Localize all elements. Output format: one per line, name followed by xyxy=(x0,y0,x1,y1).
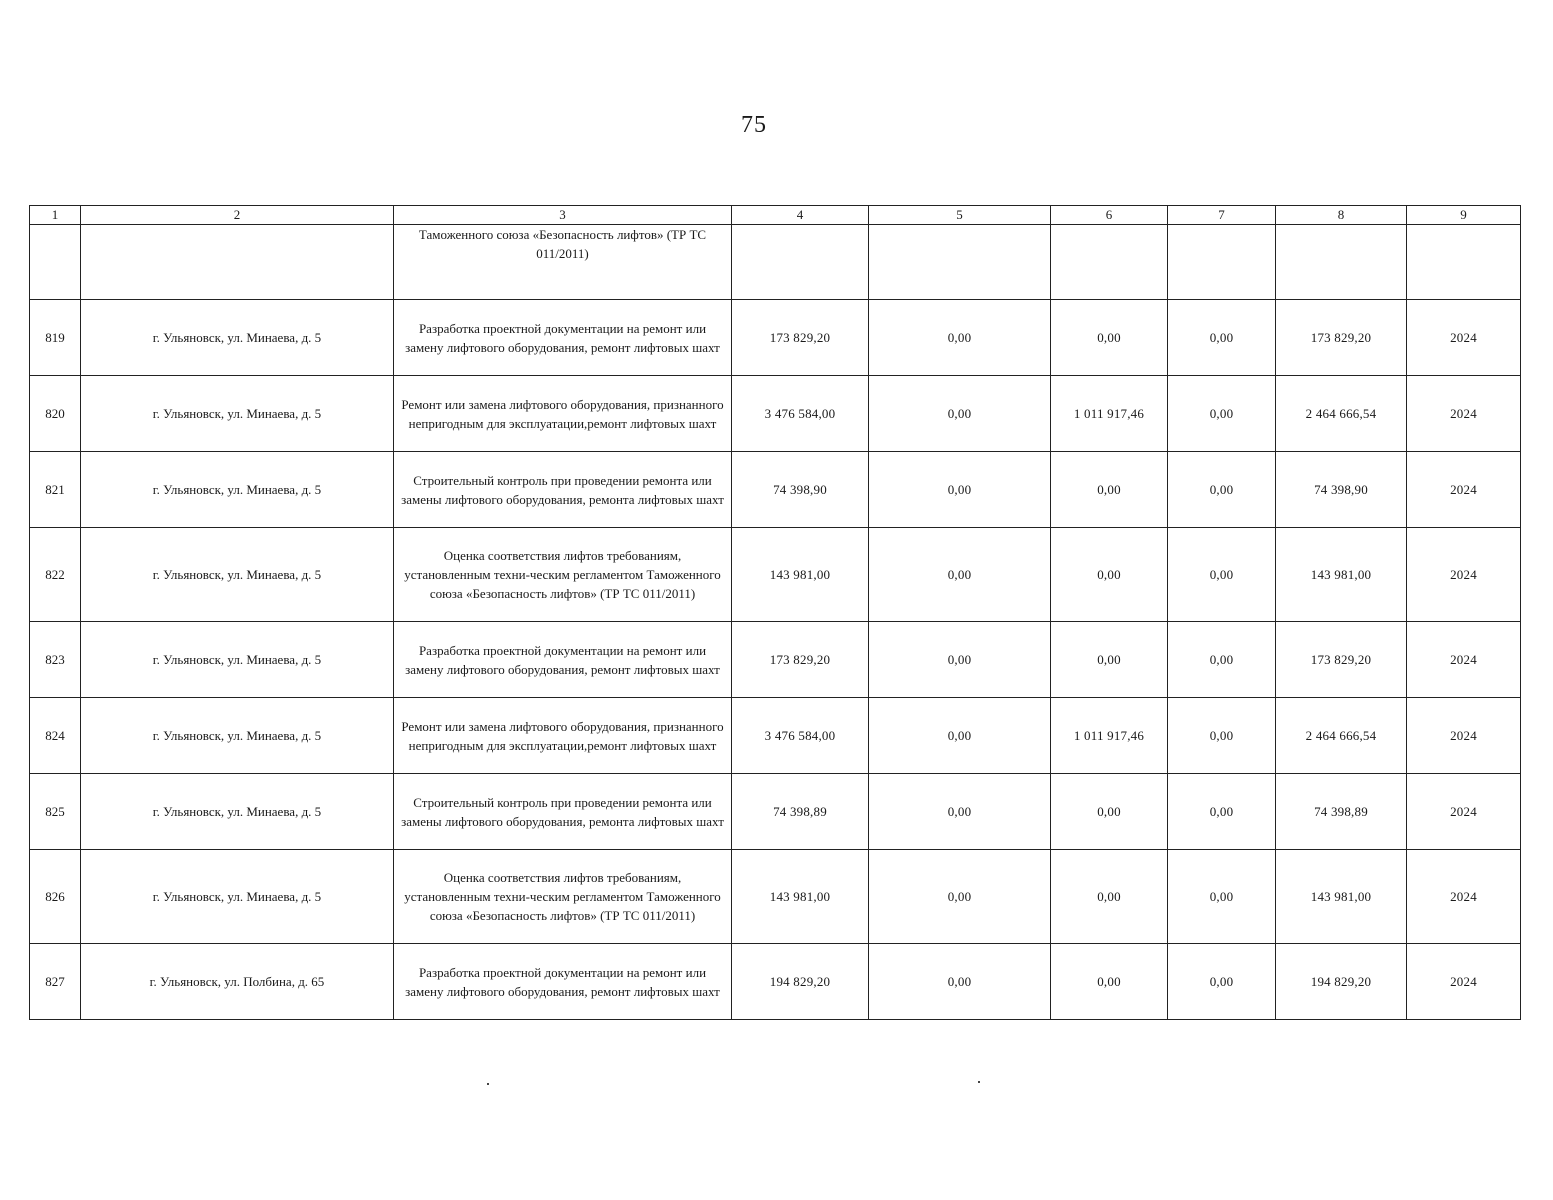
work-schedule-table xyxy=(29,205,1521,1020)
amount-col8-cell: 173 829,20 xyxy=(1276,622,1407,698)
table-row xyxy=(30,376,1521,452)
empty-cell xyxy=(869,225,1051,300)
row-number: 827 xyxy=(30,944,81,1020)
amount-col6-cell: 1 011 917,46 xyxy=(1051,376,1168,452)
amount-col8-cell: 2 464 666,54 xyxy=(1276,698,1407,774)
table-row xyxy=(30,622,1521,698)
year-cell: 2024 xyxy=(1407,528,1521,622)
column-number-header-row xyxy=(30,206,1521,225)
amount-col5-cell: 0,00 xyxy=(869,622,1051,698)
amount-col5-cell: 0,00 xyxy=(869,376,1051,452)
table-row xyxy=(30,944,1521,1020)
year-cell: 2024 xyxy=(1407,944,1521,1020)
empty-cell xyxy=(81,225,394,300)
row-number: 820 xyxy=(30,376,81,452)
amount-col8-cell: 74 398,90 xyxy=(1276,452,1407,528)
year-cell: 2024 xyxy=(1407,452,1521,528)
column-header: 2 xyxy=(81,206,394,225)
amount-col8-cell: 2 464 666,54 xyxy=(1276,376,1407,452)
amount-col4-cell: 173 829,20 xyxy=(732,622,869,698)
amount-col6-cell: 0,00 xyxy=(1051,622,1168,698)
amount-col6-cell: 0,00 xyxy=(1051,300,1168,376)
amount-col4-cell: 74 398,90 xyxy=(732,452,869,528)
work-description-cell: Разработка проектной документации на ремонт или замену лифтового оборудования, ремонт лифтовых шахт xyxy=(394,944,732,1020)
year-cell: 2024 xyxy=(1407,622,1521,698)
address-cell: г. Ульяновск, ул. Минаева, д. 5 xyxy=(81,774,394,850)
empty-cell xyxy=(30,225,81,300)
empty-cell xyxy=(1407,225,1521,300)
scan-speck xyxy=(487,1083,489,1085)
amount-col8-cell: 143 981,00 xyxy=(1276,528,1407,622)
amount-col5-cell: 0,00 xyxy=(869,698,1051,774)
column-header: 1 xyxy=(30,206,81,225)
amount-col6-cell: 0,00 xyxy=(1051,850,1168,944)
amount-col5-cell: 0,00 xyxy=(869,850,1051,944)
amount-col7-cell: 0,00 xyxy=(1168,528,1276,622)
amount-col5-cell: 0,00 xyxy=(869,528,1051,622)
work-description-cell: Разработка проектной документации на ремонт или замену лифтового оборудования, ремонт лифтовых шахт xyxy=(394,622,732,698)
amount-col6-cell: 0,00 xyxy=(1051,528,1168,622)
empty-cell xyxy=(1051,225,1168,300)
column-header: 9 xyxy=(1407,206,1521,225)
amount-col5-cell: 0,00 xyxy=(869,774,1051,850)
amount-col6-cell: 0,00 xyxy=(1051,944,1168,1020)
work-description-cell: Разработка проектной документации на ремонт или замену лифтового оборудования, ремонт лифтовых шахт xyxy=(394,300,732,376)
empty-cell xyxy=(1276,225,1407,300)
amount-col7-cell: 0,00 xyxy=(1168,300,1276,376)
amount-col7-cell: 0,00 xyxy=(1168,622,1276,698)
work-description-cell: Строительный контроль при проведении ремонта или замены лифтового оборудования, ремонта лифтовых шахт xyxy=(394,774,732,850)
amount-col8-cell: 173 829,20 xyxy=(1276,300,1407,376)
amount-col8-cell: 74 398,89 xyxy=(1276,774,1407,850)
amount-col6-cell: 0,00 xyxy=(1051,774,1168,850)
continuation-text: Таможенного союза «Безопасность лифтов» (ТР ТС 011/2011) xyxy=(394,225,732,300)
work-description-cell: Ремонт или замена лифтового оборудования, признанного непригодным для эксплуатации,ремонт лифтовых шахт xyxy=(394,698,732,774)
amount-col5-cell: 0,00 xyxy=(869,452,1051,528)
row-number: 823 xyxy=(30,622,81,698)
amount-col4-cell: 173 829,20 xyxy=(732,300,869,376)
address-cell: г. Ульяновск, ул. Минаева, д. 5 xyxy=(81,850,394,944)
address-cell: г. Ульяновск, ул. Минаева, д. 5 xyxy=(81,528,394,622)
address-cell: г. Ульяновск, ул. Минаева, д. 5 xyxy=(81,452,394,528)
work-description-cell: Оценка соответствия лифтов требованиям, установленным техни-ческим регламентом Таможенного союза «Безопасность лифтов» (ТР ТС 011/2011) xyxy=(394,850,732,944)
year-cell: 2024 xyxy=(1407,850,1521,944)
column-header: 4 xyxy=(732,206,869,225)
column-header: 8 xyxy=(1276,206,1407,225)
amount-col4-cell: 143 981,00 xyxy=(732,850,869,944)
amount-col6-cell: 1 011 917,46 xyxy=(1051,698,1168,774)
table-row xyxy=(30,528,1521,622)
row-number: 826 xyxy=(30,850,81,944)
amount-col7-cell: 0,00 xyxy=(1168,774,1276,850)
column-header: 7 xyxy=(1168,206,1276,225)
row-number: 825 xyxy=(30,774,81,850)
amount-col8-cell: 143 981,00 xyxy=(1276,850,1407,944)
empty-cell xyxy=(1168,225,1276,300)
amount-col6-cell: 0,00 xyxy=(1051,452,1168,528)
work-description-cell: Ремонт или замена лифтового оборудования, признанного непригодным для эксплуатации,ремонт лифтовых шахт xyxy=(394,376,732,452)
column-header: 5 xyxy=(869,206,1051,225)
address-cell: г. Ульяновск, ул. Минаева, д. 5 xyxy=(81,698,394,774)
amount-col5-cell: 0,00 xyxy=(869,944,1051,1020)
year-cell: 2024 xyxy=(1407,774,1521,850)
address-cell: г. Ульяновск, ул. Полбина, д. 65 xyxy=(81,944,394,1020)
work-description-cell: Строительный контроль при проведении ремонта или замены лифтового оборудования, ремонта лифтовых шахт xyxy=(394,452,732,528)
address-cell: г. Ульяновск, ул. Минаева, д. 5 xyxy=(81,622,394,698)
row-number: 819 xyxy=(30,300,81,376)
amount-col7-cell: 0,00 xyxy=(1168,376,1276,452)
scan-speck xyxy=(978,1081,980,1083)
column-header: 6 xyxy=(1051,206,1168,225)
table-row xyxy=(30,300,1521,376)
row-number: 821 xyxy=(30,452,81,528)
empty-cell xyxy=(732,225,869,300)
table-row xyxy=(30,850,1521,944)
table-row xyxy=(30,698,1521,774)
table-row xyxy=(30,452,1521,528)
address-cell: г. Ульяновск, ул. Минаева, д. 5 xyxy=(81,376,394,452)
amount-col7-cell: 0,00 xyxy=(1168,850,1276,944)
year-cell: 2024 xyxy=(1407,698,1521,774)
amount-col4-cell: 194 829,20 xyxy=(732,944,869,1020)
amount-col7-cell: 0,00 xyxy=(1168,452,1276,528)
year-cell: 2024 xyxy=(1407,376,1521,452)
amount-col8-cell: 194 829,20 xyxy=(1276,944,1407,1020)
page-number: 75 xyxy=(741,112,767,138)
amount-col4-cell: 143 981,00 xyxy=(732,528,869,622)
amount-col5-cell: 0,00 xyxy=(869,300,1051,376)
amount-col7-cell: 0,00 xyxy=(1168,698,1276,774)
amount-col4-cell: 3 476 584,00 xyxy=(732,376,869,452)
work-description-cell: Оценка соответствия лифтов требованиям, установленным техни-ческим регламентом Таможенного союза «Безопасность лифтов» (ТР ТС 011/2011) xyxy=(394,528,732,622)
table-row xyxy=(30,774,1521,850)
amount-col4-cell: 3 476 584,00 xyxy=(732,698,869,774)
row-number: 822 xyxy=(30,528,81,622)
row-number: 824 xyxy=(30,698,81,774)
year-cell: 2024 xyxy=(1407,300,1521,376)
address-cell: г. Ульяновск, ул. Минаева, д. 5 xyxy=(81,300,394,376)
amount-col7-cell: 0,00 xyxy=(1168,944,1276,1020)
column-header: 3 xyxy=(394,206,732,225)
amount-col4-cell: 74 398,89 xyxy=(732,774,869,850)
continuation-row xyxy=(30,225,1521,300)
